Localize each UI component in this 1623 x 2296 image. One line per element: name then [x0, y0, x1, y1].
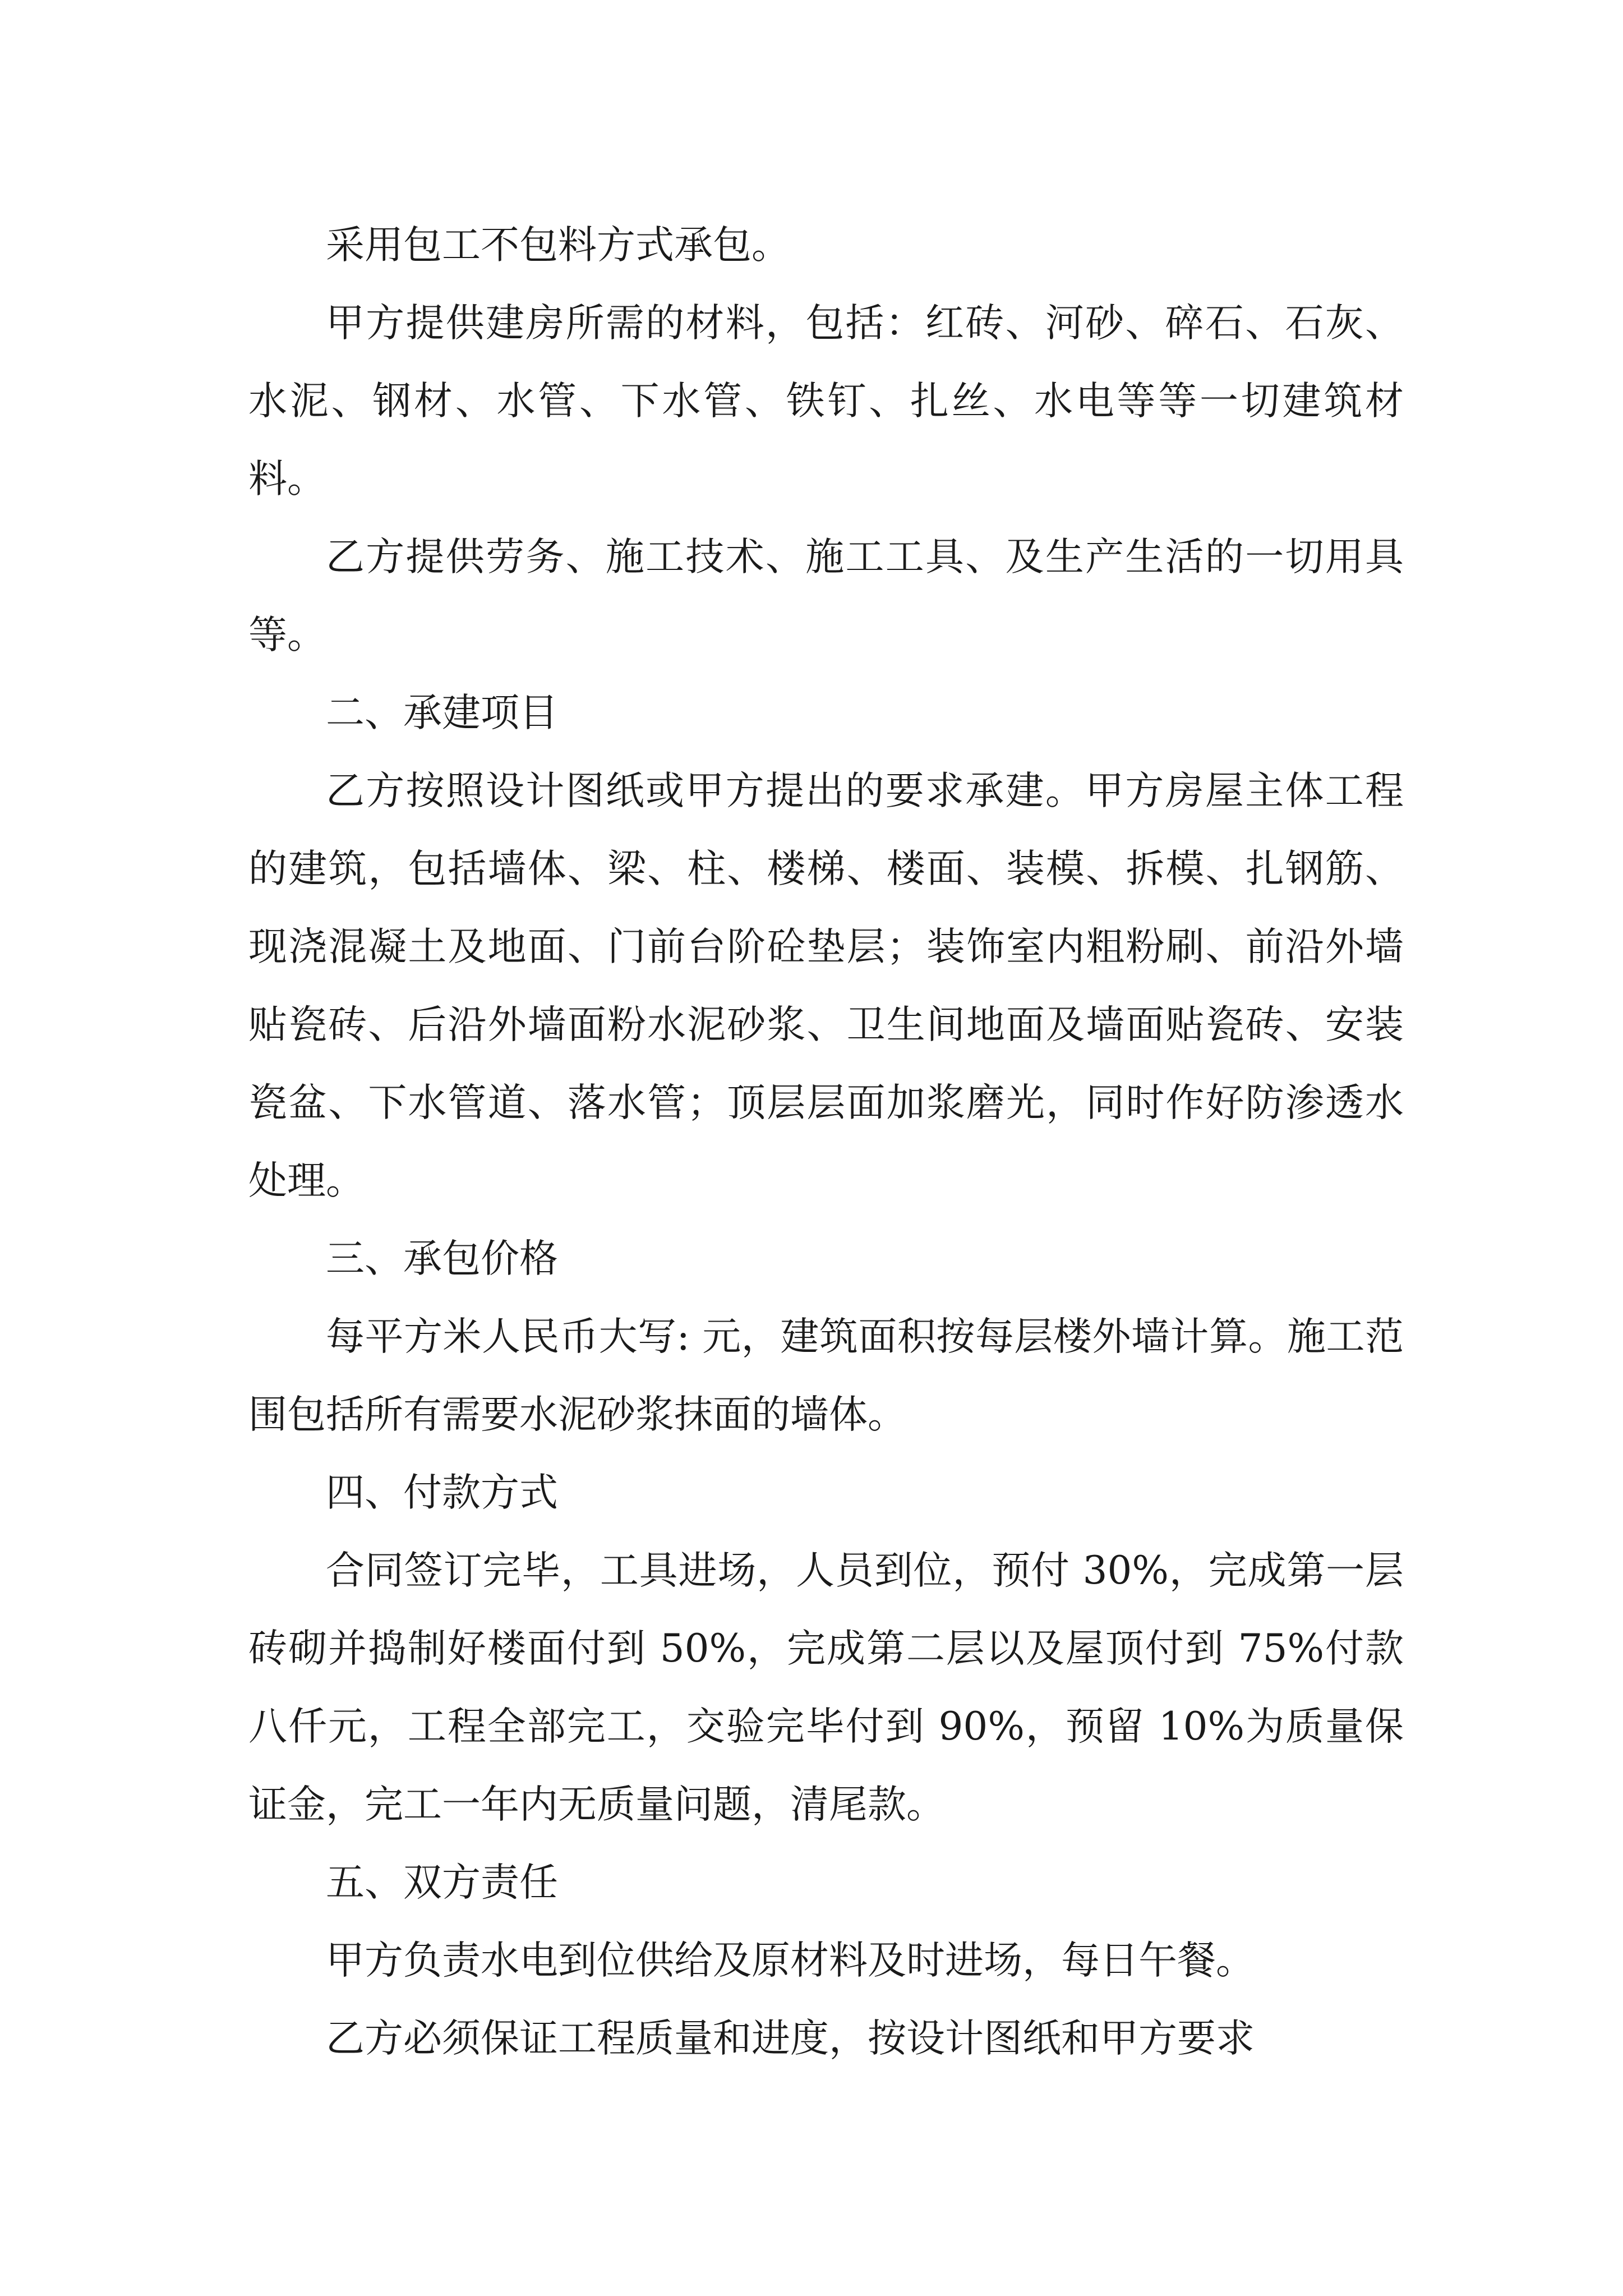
- section-heading-responsibilities: 五、双方责任: [326, 1860, 558, 1905]
- paragraph-payment-terms: 合同签订完毕，工具进场，人员到位，预付 30%，完成第一层砖砌并捣制好楼面付到 50%，完成第二层以及屋顶付到 75%付款八仟元，工程全部完工，交验完毕付到 90%，预留 10%为质量保证金，完工一年内无质量问题，清尾款。: [248, 1548, 1404, 1827]
- paragraph-party-a-responsibility: 甲方负责水电到位供给及原材料及时进场，每日午餐。: [326, 1938, 1255, 1983]
- paragraph-party-b-labor: 乙方提供劳务、施工技术、施工工具、及生产生活的一切用具等。: [248, 535, 1404, 657]
- paragraph-party-b-responsibility: 乙方必须保证工程质量和进度，按设计图纸和甲方要求: [326, 2016, 1255, 2061]
- document-body: [248, 206, 1404, 2078]
- paragraph-project-scope: 乙方按照设计图纸或甲方提出的要求承建。甲方房屋主体工程的建筑，包括墙体、梁、柱、楼梯、楼面、装模、拆模、扎钢筋、现浇混凝土及地面、门前台阶砼垫层；装饰室内粗粉刷、前沿外墙贴瓷砖、后沿外墙面粉水泥砂浆、卫生间地面及墙面贴瓷砖、安装瓷盆、下水管道、落水管；顶层层面加浆磨光，同时作好防渗透水处理。: [248, 769, 1404, 1203]
- paragraph-contract-method: 采用包工不包料方式承包。: [326, 223, 790, 268]
- section-heading-price: 三、承包价格: [326, 1236, 558, 1281]
- paragraph-party-a-materials: 甲方提供建房所需的材料，包括：红砖、河砂、碎石、石灰、水泥、钢材、水管、下水管、铁钉、扎丝、水电等等一切建筑材料。: [248, 301, 1404, 501]
- section-heading-project: 二、承建项目: [326, 691, 558, 735]
- section-heading-payment: 四、付款方式: [326, 1470, 558, 1515]
- paragraph-price: 每平方米人民币大写: 元，建筑面积按每层楼外墙计算。施工范围包括所有需要水泥砂浆抹面的墙体。: [248, 1314, 1404, 1437]
